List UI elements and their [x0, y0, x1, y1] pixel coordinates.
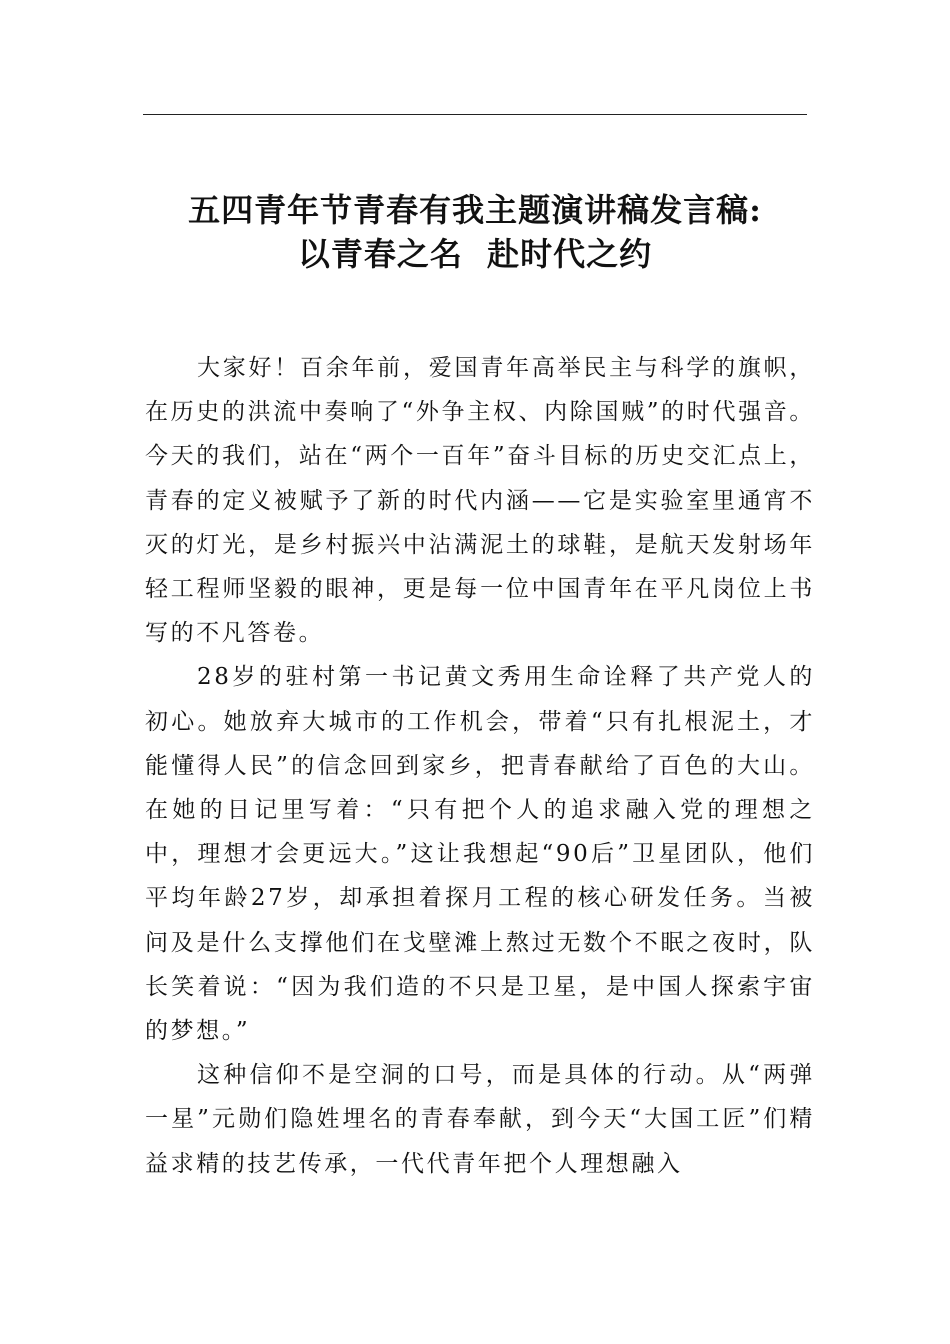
title-line-2: 以青春之名 赴时代之约: [297, 235, 653, 273]
document-body: [145, 346, 815, 1186]
paragraph-3: 这种信仰不是空洞的口号，而是具体的行动。从“两弹一星”元勋们隐姓埋名的青春奉献，到今天“大国工匠”们精益求精的技艺传承，一代代青年把个人理想融入: [145, 1062, 815, 1177]
paragraph-2: 28岁的驻村第一书记黄文秀用生命诠释了共产党人的初心。她放弃大城市的工作机会，带着“只有扎根泥土，才能懂得人民”的信念回到家乡，把青春献给了百色的大山。在她的日记里写着：“只有把个人的追求融入党的理想之中，理想才会更远大。”这让我想起“90后”卫星团队，他们平均年龄27岁，却承担着探月工程的核心研发任务。当被问及是什么支撑他们在戈壁滩上熬过无数个不眠之夜时，队长笑着说：“因为我们造的不只是卫星，是中国人探索宇宙的梦想。”: [145, 664, 815, 1045]
title-line-1: 五四青年节青春有我主题演讲稿发言稿:: [188, 191, 762, 229]
header-rule: [143, 114, 807, 115]
paragraph-1: 大家好！百余年前，爱国青年高举民主与科学的旗帜，在历史的洪流中奏响了“外争主权、内除国贼”的时代强音。今天的我们，站在“两个一百年”奋斗目标的历史交汇点上，青春的定义被赋予了新的时代内涵——它是实验室里通宵不灭的灯光，是乡村振兴中沾满泥土的球鞋，是航天发射场年轻工程师坚毅的眼神，更是每一位中国青年在平凡岗位上书写的不凡答卷。: [145, 355, 815, 647]
document-title: [120, 188, 830, 276]
